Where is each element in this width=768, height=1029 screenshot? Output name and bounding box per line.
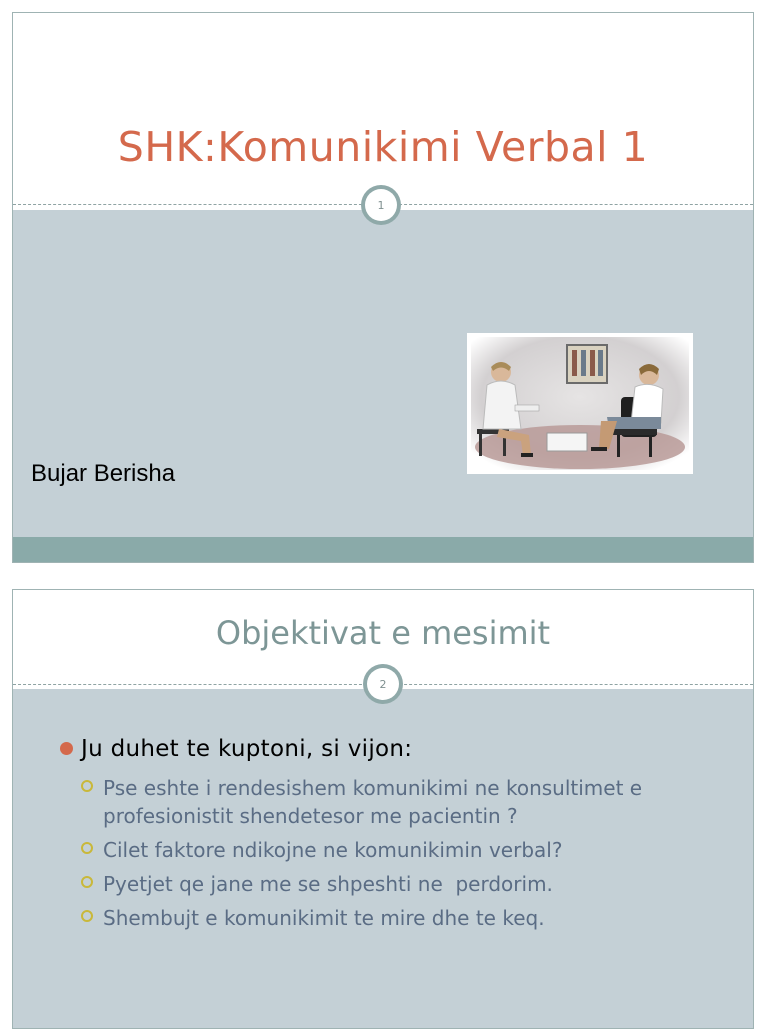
- author-name: Bujar Berisha: [31, 460, 176, 487]
- slide-number: 2: [367, 668, 399, 700]
- sub-bullet-text: Shembujt e komunikimit te mire dhe te keq.: [103, 906, 545, 930]
- list-item: [81, 836, 681, 864]
- sub-bullet-list: [81, 774, 681, 938]
- consultation-photo-image: [471, 337, 689, 470]
- ring-bullet-icon: [81, 842, 93, 854]
- sub-bullet-text: Cilet faktore ndikojne ne komunikimin verbal?: [103, 838, 563, 862]
- slide-title: Objektivat e mesimit: [215, 614, 551, 652]
- main-bullet-text: Ju duhet te kuptoni, si vijon:: [81, 736, 413, 762]
- slide-footer-bar: [13, 537, 753, 563]
- slide-number: 1: [365, 189, 397, 221]
- slide-title: SHK:Komunikimi Verbal 1: [117, 123, 649, 171]
- slide-1: [12, 12, 754, 563]
- ring-bullet-icon: [81, 910, 93, 922]
- list-item: [81, 870, 681, 898]
- consultation-photo: [467, 333, 693, 474]
- sub-bullet-text: Pyetjet qe jane me se shpeshti ne perdorim.: [103, 872, 553, 896]
- slide-number-badge: [361, 185, 401, 225]
- bullet-dot-icon: [60, 742, 73, 755]
- slide-2: [12, 589, 754, 1029]
- ring-bullet-icon: [81, 780, 93, 792]
- list-item: [81, 774, 681, 830]
- slide-title-area: [13, 13, 753, 210]
- slide-number-badge: [363, 664, 403, 704]
- ring-bullet-icon: [81, 876, 93, 888]
- list-item: [81, 904, 681, 932]
- sub-bullet-text: Pse eshte i rendesishem komunikimi ne konsultimet e profesionistit shendetesor me pacientin ?: [103, 776, 643, 828]
